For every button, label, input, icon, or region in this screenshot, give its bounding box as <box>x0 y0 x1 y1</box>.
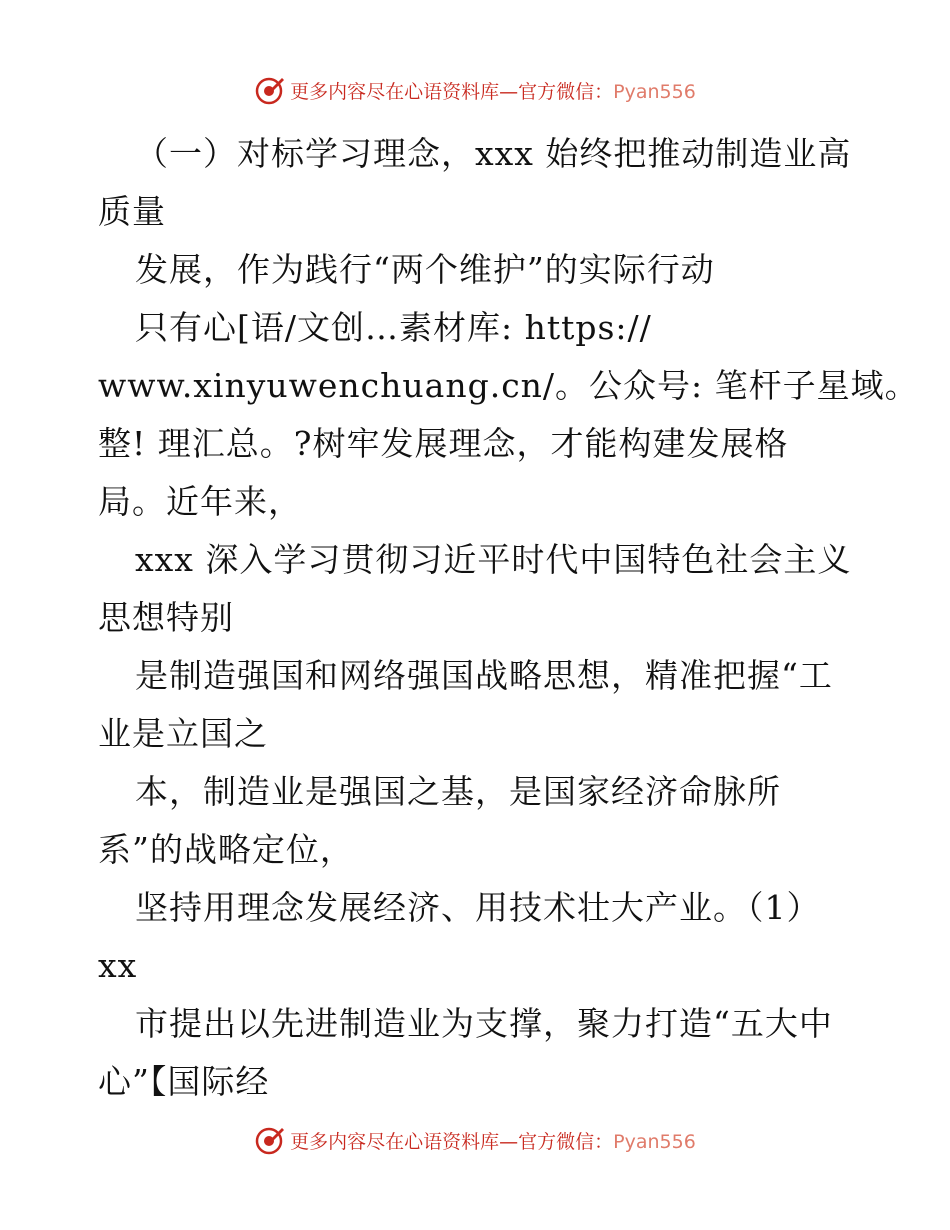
text-line: 只有心[语/文创…素材库: https:// <box>135 308 652 347</box>
text-line: 质量 <box>98 192 166 231</box>
text-line: 市提出以先进制造业为支撑，聚力打造“五大中 <box>135 1004 833 1043</box>
text-line: 发展，作为践行“两个维护”的实际行动 <box>135 250 715 289</box>
text-line: xx <box>98 946 138 985</box>
footer-wechat-id: Pyan556 <box>613 1130 696 1153</box>
text-line: 业是立国之 <box>98 714 268 753</box>
text-line: 思想特别 <box>98 598 234 637</box>
header-banner <box>0 70 950 110</box>
footer-banner-text: 更多内容尽在心语资料库—官方微信：Pyan556 <box>290 1130 696 1153</box>
text-line: 坚持用理念发展经济、用技术壮大产业。（1） <box>135 888 821 927</box>
text-line: 本，制造业是强国之基，是国家经济命脉所 <box>135 772 781 811</box>
footer-banner <box>0 1120 950 1160</box>
header-wechat-id: Pyan556 <box>613 80 696 103</box>
text-line: www.xinyuwenchuang.cn/。公众号: 笔杆子星域。 <box>98 366 919 405</box>
text-line: 系”的战略定位， <box>98 830 354 869</box>
text-line: 心”【国际经 <box>98 1062 270 1101</box>
header-banner-text: 更多内容尽在心语资料库—官方微信：Pyan556 <box>290 80 696 103</box>
text-line: （一）对标学习理念，xxx 始终把推动制造业高 <box>135 134 852 173</box>
pen-logo-icon <box>254 74 286 106</box>
text-line: 是制造强国和网络强国战略思想，精准把握“工 <box>135 656 833 695</box>
text-line: 局。近年来， <box>98 482 302 521</box>
text-line: xxx 深入学习贯彻习近平时代中国特色社会主义 <box>135 540 852 579</box>
text-line: 整! 理汇总。?树牢发展理念，才能构建发展格 <box>98 424 789 463</box>
pen-logo-icon <box>254 1124 286 1156</box>
